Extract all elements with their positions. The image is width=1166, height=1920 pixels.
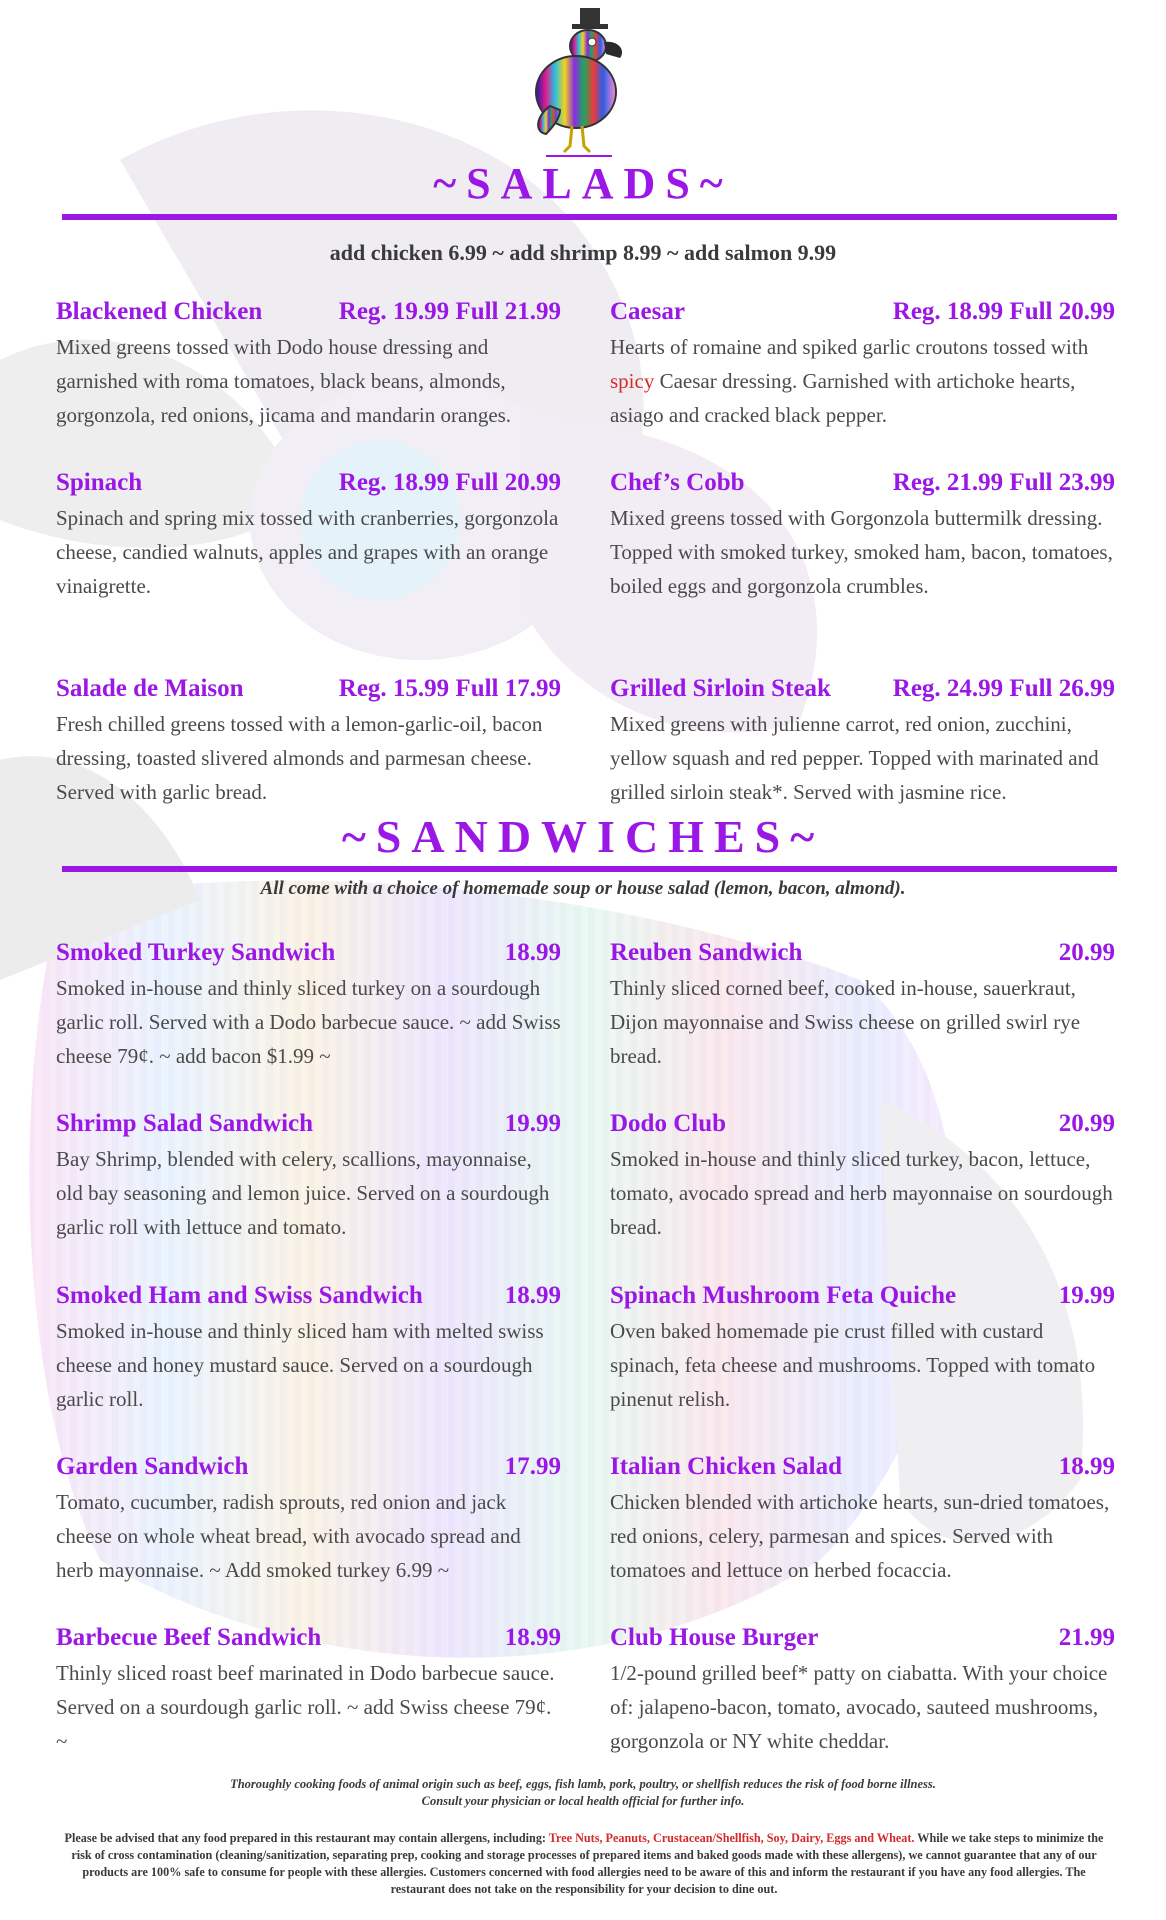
menu-item-reuben-sandwich <box>610 937 1115 1073</box>
item-price: Reg. 19.99 Full 21.99 <box>338 298 561 325</box>
allergen-intro: Please be advised that any food prepared in this restaurant may contain allergens, including: <box>64 1831 549 1845</box>
item-description: Chicken blended with artichoke hearts, sun-dried tomatoes, red onions, celery, parmesan and spices. Served with tomatoes and lettuce on herbed focaccia. <box>610 1490 1110 1582</box>
item-price: 17.99 <box>504 1453 561 1480</box>
item-description: Tomato, cucumber, radish sprouts, red onion and jack cheese on whole wheat bread, with avocado spread and herb mayonnaise. ~ Add smoked turkey 6.99 ~ <box>56 1490 521 1582</box>
food-safety-warning <box>0 1776 1166 1810</box>
item-name: Club House Burger <box>610 1624 819 1651</box>
sandwiches-heading: ~SANDWICHES~ <box>341 811 825 862</box>
menu-item-dodo-club <box>610 1108 1115 1244</box>
item-name: Barbecue Beef Sandwich <box>56 1624 322 1651</box>
item-description: Smoked in-house and thinly sliced turkey on a sourdough garlic roll. Served with a Dodo barbecue sauce. ~ add Swiss cheese 79¢. ~ add bacon $1.99 ~ <box>56 976 561 1068</box>
item-description: Spinach and spring mix tossed with cranberries, gorgonzola cheese, candied walnuts, apples and grapes with an orange vinaigrette. <box>56 506 559 598</box>
item-price: 20.99 <box>1058 939 1115 966</box>
item-description: Thinly sliced roast beef marinated in Dodo barbecue sauce. Served on a sourdough garlic roll. ~ add Swiss cheese 79¢. ~ <box>56 1661 555 1753</box>
item-price: Reg. 18.99 Full 20.99 <box>338 469 561 496</box>
item-price: 19.99 <box>1058 1282 1115 1309</box>
item-description: Mixed greens tossed with Dodo house dressing and garnished with roma tomatoes, black beans, almonds, gorgonzola, red onions, jicama and mandarin oranges. <box>56 335 512 427</box>
salads-divider <box>62 214 1117 220</box>
salads-heading: ~SALADS~ <box>433 159 733 208</box>
item-name: Shrimp Salad Sandwich <box>56 1110 314 1137</box>
desc-text: Caesar dressing. Garnished with artichoke hearts, asiago and cracked black pepper. <box>610 369 1076 427</box>
item-name: Smoked Ham and Swiss Sandwich <box>56 1282 423 1309</box>
spicy-highlight: spicy <box>610 369 655 393</box>
item-name: Dodo Club <box>610 1110 727 1137</box>
item-name: Chef’s Cobb <box>610 469 745 496</box>
item-name: Salade de Maison <box>56 675 244 702</box>
item-price: 18.99 <box>504 939 561 966</box>
dodo-logo-icon <box>526 6 638 166</box>
item-description: Mixed greens with julienne carrot, red onion, zucchini, yellow squash and red pepper. Topped with marinated and grilled sirloin steak*. Served with jasmine rice. <box>610 712 1099 804</box>
item-description: Bay Shrimp, blended with celery, scallions, mayonnaise, old bay seasoning and lemon juice. Served on a sourdough garlic roll with lettuce and tomato. <box>56 1147 550 1239</box>
item-description: Mixed greens tossed with Gorgonzola buttermilk dressing. Topped with smoked turkey, smoked ham, bacon, tomatoes, boiled eggs and gorgonzola crumbles. <box>610 506 1113 598</box>
menu-item-club-house-burger <box>610 1622 1115 1758</box>
item-description: Fresh chilled greens tossed with a lemon-garlic-oil, bacon dressing, toasted slivered almonds and parmesan cheese. Served with garlic bread. <box>56 712 543 804</box>
desc-text: Hearts of romaine and spiked garlic croutons tossed with <box>610 335 1089 359</box>
sandwiches-divider <box>62 866 1117 872</box>
allergen-notice <box>64 1830 1104 1898</box>
menu-item-smoked-turkey-sandwich <box>56 937 561 1073</box>
menu-item-blackened-chicken <box>56 296 561 432</box>
salad-addons: add chicken 6.99 ~ add shrimp 8.99 ~ add salmon 9.99 <box>329 240 837 265</box>
item-price: 19.99 <box>504 1110 561 1137</box>
menu-item-barbecue-beef-sandwich <box>56 1622 561 1758</box>
allergen-details: While we take steps to minimize the risk of cross contamination (cleaning/sanitization, separating prep, cooking and storage processes of prepared items and baked goods made with these allergens), we cannot guarantee that any of our products are 100% safe to consume for people with these allergies. Customers concerned with food allergies need to be aware of this and inform the restaurant if you have any food allergies. The restaurant does not take on the responsibility for your decision to dine out. <box>71 1831 1104 1896</box>
item-description: Oven baked homemade pie crust filled with custard spinach, feta cheese and mushrooms. Topped with tomato pinenut relish. <box>610 1319 1096 1411</box>
item-name: Grilled Sirloin Steak <box>610 675 831 702</box>
menu-item-chefs-cobb <box>610 467 1115 603</box>
item-price: Reg. 24.99 Full 26.99 <box>892 675 1115 702</box>
item-price: 18.99 <box>504 1282 561 1309</box>
menu-item-spinach <box>56 467 561 603</box>
item-name: Blackened Chicken <box>56 298 263 325</box>
menu-item-shrimp-salad-sandwich <box>56 1108 561 1244</box>
menu-item-salade-de-maison <box>56 673 561 809</box>
item-price: Reg. 18.99 Full 20.99 <box>892 298 1115 325</box>
item-name: Spinach <box>56 469 143 496</box>
item-name: Reuben Sandwich <box>610 939 803 966</box>
item-description <box>610 330 1115 432</box>
menu-item-grilled-sirloin-steak <box>610 673 1115 809</box>
menu-item-spinach-mushroom-feta-quiche <box>610 1280 1115 1416</box>
item-name: Spinach Mushroom Feta Quiche <box>610 1282 957 1309</box>
sandwiches-note: All come with a choice of homemade soup or house salad (lemon, bacon, almond). <box>260 878 906 899</box>
item-price: 20.99 <box>1058 1110 1115 1137</box>
item-description: Smoked in-house and thinly sliced ham with melted swiss cheese and honey mustard sauce. Served on a sourdough garlic roll. <box>56 1319 544 1411</box>
warning-line-2: Consult your physician or local health official for further info. <box>421 1794 745 1808</box>
item-price: 18.99 <box>1058 1453 1115 1480</box>
item-description: 1/2-pound grilled beef* patty on ciabatta. With your choice of: jalapeno-bacon, tomato, avocado, sauteed mushrooms, gorgonzola or NY white cheddar. <box>610 1661 1108 1753</box>
item-name: Garden Sandwich <box>56 1453 249 1480</box>
item-name: Italian Chicken Salad <box>610 1453 843 1480</box>
menu-item-italian-chicken-salad <box>610 1451 1115 1587</box>
allergen-list: Tree Nuts, Peanuts, Crustacean/Shellfish, Soy, Dairy, Eggs and Wheat. <box>548 1831 915 1845</box>
warning-line-1: Thoroughly cooking foods of animal origin such as beef, eggs, fish lamb, pork, poultry, or shellfish reduces the risk of food borne illness. <box>230 1777 936 1791</box>
item-name: Caesar <box>610 298 685 325</box>
menu-item-smoked-ham-and-swiss-sandwich <box>56 1280 561 1416</box>
item-price: 18.99 <box>504 1624 561 1651</box>
item-description: Smoked in-house and thinly sliced turkey, bacon, lettuce, tomato, avocado spread and herb mayonnaise on sourdough bread. <box>610 1147 1113 1239</box>
item-price: Reg. 15.99 Full 17.99 <box>338 675 561 702</box>
menu-item-caesar <box>610 296 1115 432</box>
menu-item-garden-sandwich <box>56 1451 561 1587</box>
item-name: Smoked Turkey Sandwich <box>56 939 336 966</box>
item-price: 21.99 <box>1058 1624 1115 1651</box>
item-price: Reg. 21.99 Full 23.99 <box>892 469 1115 496</box>
item-description: Thinly sliced corned beef, cooked in-house, sauerkraut, Dijon mayonnaise and Swiss cheese on grilled swirl rye bread. <box>610 976 1081 1068</box>
